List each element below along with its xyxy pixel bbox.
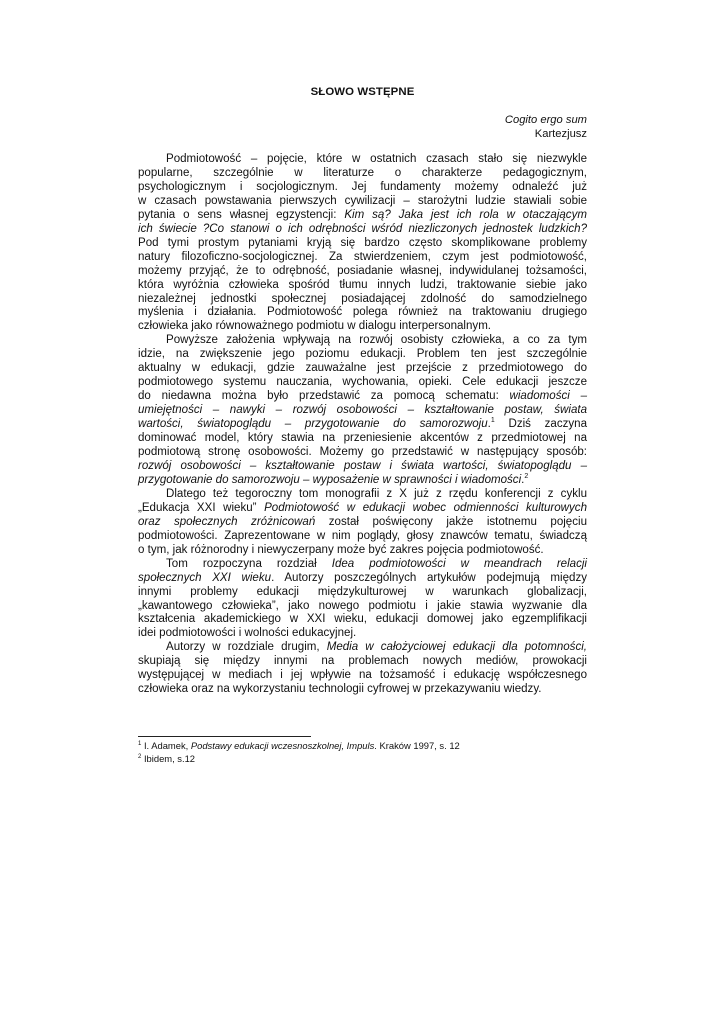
italic-text: przygotowanie do samorozwoju – wyposażenie w sprawności i wiadomości <box>138 473 522 486</box>
paragraph <box>138 641 587 697</box>
text-run: która wyróżnia człowieka spośród tłumu innych ludzi, traktowanie siebie jako <box>138 278 587 291</box>
text-line <box>138 293 587 307</box>
epigraph-quote: Cogito ergo sum <box>504 114 587 126</box>
text-line <box>138 502 587 516</box>
italic-text: Podstawy edukacji wczesnoszkolnej, Impuls <box>190 740 375 751</box>
italic-text: Podmiotowość w edukacji wobec odmienności kulturowych <box>264 501 587 514</box>
text-run: kształcenia akademickiego w XXI wieku, edukacji domowej jako egzemplifikacji <box>138 613 587 626</box>
text-line <box>138 167 587 181</box>
italic-text: umiejętności – nawyki – rozwój osobowości – kształtowanie postaw, świata <box>138 404 587 417</box>
italic-text: ich świecie ?Co stanowi o ich odrębności wśród niezliczonych jednostek ludzkich? <box>138 222 587 235</box>
text-run: Tom rozpoczyna rozdział <box>166 557 332 570</box>
text-run: . Kraków 1997, s. 12 <box>374 740 460 751</box>
text-line <box>138 683 587 697</box>
text-line <box>138 306 587 320</box>
footnote-ref: 2 <box>524 472 529 480</box>
text-line <box>138 669 587 683</box>
italic-text: wartości, światopoglądu – przygotowanie do samorozwoju <box>138 418 488 431</box>
text-run: myślenia i działania. Podmiotowość polega również na traktowaniu drugiego <box>138 306 587 319</box>
text-line <box>138 223 587 237</box>
text-run: Powyższe założenia wpływają na rozwój osobisty człowieka, a co za tym <box>166 334 587 347</box>
text-run: Ibidem, s.12 <box>141 752 196 764</box>
text-run: Dziś zaczyna <box>494 418 587 431</box>
text-line <box>138 627 587 641</box>
footnote-divider <box>138 736 311 737</box>
text-line <box>138 613 587 627</box>
text-line <box>138 418 587 432</box>
text-line <box>138 279 587 293</box>
text-run: Dlatego też tegoroczny tom monografii z X już z rzędu konferencji z cyklu <box>166 487 587 500</box>
text-run: aktualny w edukacji, gdzie zauważalne jest przejście z przedmiotowego do <box>138 362 587 375</box>
epigraph-author: Kartezjusz <box>534 128 587 140</box>
text-run: „kawantowego człowieka”, jako nowego podmiotu i jakie stawia wyzwanie dla <box>138 599 587 612</box>
text-run: do niedawna można było przedstawić za pomocą schematu: <box>138 390 510 403</box>
italic-text: Idea podmiotowości w meandrach relacji <box>331 557 587 570</box>
text-run: w czasach powstawania pierwszych cywilizacji – starożytni ludzie stawiali sobie <box>138 194 587 207</box>
text-line <box>138 460 587 474</box>
text-line <box>138 376 587 390</box>
text-line <box>138 572 587 586</box>
text-line <box>138 558 587 572</box>
text-run: występującej w mediach i jej wpływie na tożsamość i edukację współczesnego <box>138 669 587 682</box>
text-run: pytania o sens własnej egzystencji: <box>138 208 345 221</box>
text-run: . <box>487 418 491 431</box>
text-run: został poświęcony jakże istotnemu pojęciu <box>315 515 587 528</box>
text-line <box>138 446 587 460</box>
footnote-ref: 2 <box>138 753 142 760</box>
italic-text: wiadomości – <box>509 390 587 403</box>
footnote <box>138 753 460 766</box>
text-run: psychologicznym i socjologicznym. Jej fundamenty możemy odnaleźć już <box>138 180 587 193</box>
text-run: . Autorzy poszczególnych artykułów podejmują między <box>271 571 588 584</box>
paragraph <box>138 488 587 558</box>
text-line <box>138 544 587 558</box>
epigraph <box>505 113 587 141</box>
document-page <box>138 0 587 1024</box>
paragraph <box>138 334 587 487</box>
text-line <box>138 195 587 209</box>
italic-text: oraz społecznych zróżnicowań <box>138 515 316 528</box>
page-title: SŁOWO WSTĘPNE <box>310 86 415 98</box>
italic-text: rozwój osobowości – kształtowanie postaw i świata wartości, światopoglądu – <box>138 459 587 472</box>
footnote <box>138 740 460 753</box>
text-run: o tym, jak różnorodny i niewyczerpany może być zakres pojęcia podmiotowość. <box>138 543 544 556</box>
text-run: skupiają się między innymi na problemach nowych mediów, prowokacji <box>138 655 587 668</box>
text-line <box>138 530 587 544</box>
italic-text: społecznych XXI wieku <box>138 571 272 584</box>
italic-text: Kim są? Jaka jest ich rola w otaczającym <box>344 208 587 221</box>
text-run: podmiotowości. Zaprezentowane w nim poglądy, głosy znawców tematu, świadczą <box>138 529 587 542</box>
text-run: człowieka jako równoważnego podmiotu w dialogu interpersonalnym. <box>138 320 492 333</box>
text-line <box>138 655 587 669</box>
text-line <box>138 181 587 195</box>
text-line <box>138 600 587 614</box>
paragraph <box>138 153 587 334</box>
text-run: podmiotowego systemu nauczania, wychowania, opieki. Cele edukacji jeszcze <box>138 376 587 389</box>
footnotes <box>138 740 460 765</box>
footnote-ref: 1 <box>490 417 495 425</box>
text-run: Pod tymi prostym pytaniami kryją się bardzo często skomplikowane problemy <box>138 236 587 249</box>
text-run: I. Adamek, <box>141 740 191 751</box>
italic-text: Media w całożyciowej edukacji dla potomności, <box>326 641 587 654</box>
text-run: człowieka oraz na wykorzystaniu technologii cyfrowej w przekazywaniu wiedzy. <box>138 683 542 696</box>
text-line <box>138 390 587 404</box>
text-run: „Edukacja XXI wieku” <box>138 501 265 514</box>
text-line <box>138 641 587 655</box>
footnote-ref: 1 <box>138 741 142 747</box>
text-run: podmiotową stronę osobowości. Możemy go przedstawić w następujący sposób: <box>138 446 587 459</box>
text-run: możemy przyjąć, że to odrębność, posiadanie własnej, indywidulanej tożsamości, <box>138 264 587 277</box>
text-run: idzie, na zwiększenie jego poziomu edukacji. Problem ten jest szczególnie <box>138 348 587 361</box>
text-line <box>138 516 587 530</box>
text-run: . <box>521 473 525 486</box>
text-run: natury filozoficzno-socjologicznej. Za stwierdzeniem, czym jest podmiotowość, <box>138 250 587 263</box>
text-line <box>138 320 587 334</box>
text-line <box>138 474 587 488</box>
text-run: idei podmiotowości i wolności edukacyjnej. <box>138 627 357 640</box>
text-run: Podmiotowość – pojęcie, które w ostatnich czasach stało się niezwykle <box>166 153 587 165</box>
text-line <box>138 362 587 376</box>
text-line <box>138 153 587 167</box>
text-line <box>138 432 587 446</box>
text-run: Autorzy w rozdziale drugim, <box>166 641 327 654</box>
text-line <box>138 334 587 348</box>
text-line <box>138 237 587 251</box>
body-text <box>138 153 587 697</box>
paragraph <box>138 558 587 642</box>
text-line <box>138 488 587 502</box>
text-run: dominować model, który stawia na przeniesienie akcentów z przedmiotowej na <box>138 432 587 445</box>
text-line <box>138 251 587 265</box>
text-line <box>138 404 587 418</box>
text-run: innymi problemy edukacji międzykulturowej w warunkach globalizacji, <box>138 585 587 598</box>
text-line <box>138 586 587 600</box>
text-run: popularne, szczególnie w literaturze o charakterze pedagogicznym, <box>138 166 587 179</box>
text-line <box>138 348 587 362</box>
text-line <box>138 265 587 279</box>
text-run: niezależnej jednostki społecznej posiadającej zdolność do samodzielnego <box>138 292 587 305</box>
text-line <box>138 209 587 223</box>
